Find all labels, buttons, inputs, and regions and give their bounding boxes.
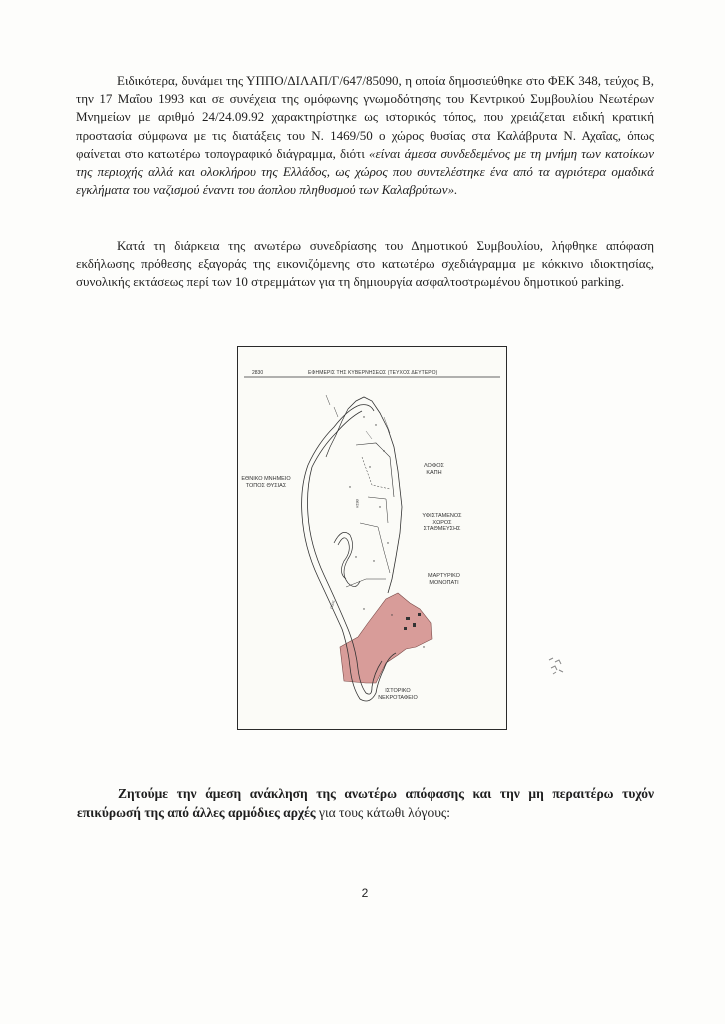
label-lofos-kapi: ΛΟΦΟΣ ΚΑΠΗ bbox=[424, 463, 444, 476]
label-national-monument: ΕΘΝΙΚΟ ΜΝΗΜΕΙΟ ΤΟΠΟΣ ΘΥΣΙΑΣ bbox=[241, 476, 291, 489]
map-drawing bbox=[238, 347, 506, 729]
label-existing-parking: ΥΦΙΣΤΑΜΕΝΟΣ ΧΩΡΟΣ ΣΤΑΘΜΕΥΣΗΣ bbox=[422, 513, 462, 532]
label-martyr-path: ΜΑΡΤΥΡΙΚΟ ΜΟΝΟΠΑΤΙ bbox=[428, 573, 460, 586]
paragraph-1-text: Ειδικότερα, δυνάμει της ΥΠΠΟ/ΔΙΛΑΠ/Γ/647/85090, η οποία δημοσιεύθηκε στο ΦΕΚ 348, τεύχος Β, την 17 Μαΐου 1993 και σε συνέχεια της ομόφωνης γνωμοδότησης του Κεντρικού Συμβουλίου Νεωτέρων Μνημείων με αριθμό 24/24.09.92 χαρακτηρίστηκε ως ιστορικός τόπος, που χρειάζεται ειδική κρατική προστασία σύμφωνα με τις διατάξεις του Ν. 1469/50 ο χώρος θυσίας στα Καλάβρυτα Ν. Αχαΐας, όπως φαίνεται στο κατωτέρω τοπογραφικό διάγραμμα, διότι bbox=[76, 73, 654, 161]
scan-speck-mark bbox=[547, 656, 565, 676]
highlighted-property bbox=[340, 593, 432, 683]
gazette-page-number: 2830 bbox=[252, 370, 264, 376]
request-rest-text: για τους κάτωθι λόγους: bbox=[315, 805, 450, 820]
paragraph-council-decision bbox=[76, 237, 654, 292]
label-historic-cemetery: ΙΣΤΟΡΙΚΟ ΝΕΚΡΟΤΑΦΕΙΟ bbox=[378, 688, 418, 701]
paragraph-request bbox=[77, 784, 654, 822]
svg-text:ΟΔΟΣ: ΟΔΟΣ bbox=[329, 599, 336, 610]
gazette-header-title: ΕΦΗΜΕΡΙΣ ΤΗΣ ΚΥΒΕΡΝΗΣΕΩΣ (ΤΕΥΧΟΣ ΔΕΥΤΕΡΟ) bbox=[308, 370, 438, 376]
topographic-diagram bbox=[237, 346, 507, 730]
page-number: 2 bbox=[361, 886, 369, 900]
paragraph-1-quote: «είναι άμεσα συνδεδεμένος με τη μνήμη των κατοίκων της περιοχής αλλά και ολοκλήρου της Ελλάδος, ως χώρος που συντελέστηκε ένα από τα αγριότερα ομαδικά εγκλήματα του ναζισμού έναντι του άοπλου πληθυσμού των Καλαβρύτων». bbox=[76, 145, 654, 198]
paragraph-2-text: Κατά τη διάρκεια της ανωτέρω συνεδρίασης του Δημοτικού Συμβουλίου, λήφθηκε απόφαση εκδήλωσης πρόθεσης εξαγοράς της εικονιζόμενης στο κατωτέρω σχεδιάγραμμα με κόκκινο ιδιοκτησίας, συνολικής εκτάσεως περί των 10 στρεμμάτων για τη δημιουργία ασφαλτοστρωμένου δημοτικού parking. bbox=[76, 238, 654, 290]
request-bold-text: Ζητούμε την άμεση ανάκληση της ανωτέρω απόφασης και την μη περαιτέρω τυχόν επικύρωσή της από άλλες αρμόδιες αρχές bbox=[77, 786, 654, 820]
svg-text:ΘΕΣΗ: ΘΕΣΗ bbox=[355, 499, 359, 508]
paragraph-historic-site bbox=[76, 72, 654, 199]
